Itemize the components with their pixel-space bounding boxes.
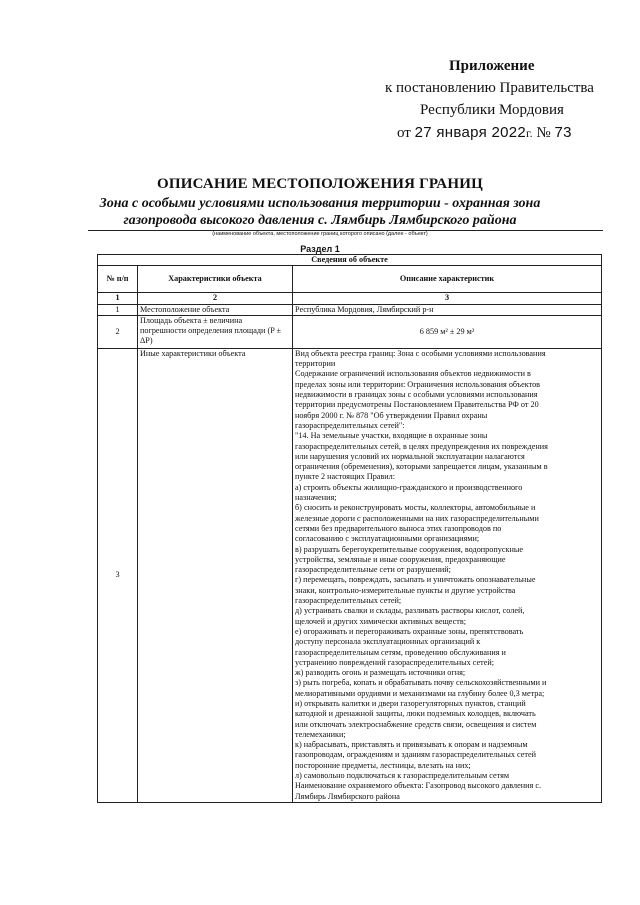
header-index-2: 2	[138, 293, 293, 304]
description-line: газораспределительные сети от разрушений;	[295, 565, 451, 575]
appendix-header	[0, 0, 640, 150]
description-line: ж) разводить огонь и размещать источники огня;	[295, 668, 466, 678]
description-line: знаки, контрольно-измерительные пункты и другие устройства	[295, 585, 516, 595]
description-line: железные дороги с расположенными на них газораспределительными	[295, 513, 539, 523]
table-row	[98, 315, 602, 348]
description-line: газораспределительных сетей, в целях предупреждения их повреждения	[295, 441, 548, 451]
appendix-year-suffix: г.	[526, 126, 533, 140]
description-line: Содержание ограничений использования объектов недвижимости в	[295, 369, 531, 379]
description-line: к) набрасывать, приставлять и привязывать к опорам и надземным	[295, 740, 528, 750]
appendix-line-2: Республики Мордовия	[420, 102, 564, 118]
description-line: газораспределительных сетей;	[295, 596, 402, 606]
description-line: газораспределительных сетей":	[295, 420, 405, 430]
description-line: газораспределительным сетям, проведению обслуживания и	[295, 647, 506, 657]
description-line: назначения;	[295, 493, 337, 503]
description-line: устранению повреждений газораспределительных сетей;	[295, 657, 494, 667]
document-note: (наименование объекта, местоположение границ которого описано (далее - объект)	[212, 231, 428, 237]
header-description: Описание характеристик	[293, 266, 602, 293]
description-line: Вид объекта реестра границ: Зона с особыми условиями использования	[295, 348, 546, 358]
description-line: щелочей и других химически активных веществ;	[295, 616, 466, 626]
row-characteristic: Местоположение объекта	[138, 304, 293, 315]
section-title: Раздел 1	[300, 244, 340, 254]
description-line: пункте 2 настоящих Правил:	[295, 472, 396, 482]
description-line: устройства, земляные и иные сооружения, предохраняющие	[295, 554, 506, 564]
appendix-line-1: к постановлению Правительства	[385, 80, 594, 96]
description-line: катодной и дренажной защиты, люки подземных колодцев, включать	[295, 709, 536, 719]
row-description: 6 859 м² ± 29 м²	[293, 315, 602, 348]
row-description: Республика Мордовия, Лямбирский р-н	[293, 304, 602, 315]
description-line: л) самовольно подключаться к газораспределительным сетям	[295, 771, 510, 781]
header-index-3: 3	[293, 293, 602, 304]
description-line: и) открывать калитки и двери газорегуляторных пунктов, станций	[295, 698, 526, 708]
description-line: или отключать электроснабжение средств связи, освещения и систем	[295, 719, 537, 729]
header-number: № п/п	[98, 266, 138, 293]
description-line: д) устраивать свалки и склады, разливать растворы кислот, солей,	[295, 606, 525, 616]
description-line: Наименование охраняемого объекта: Газопровод высокого давления с.	[295, 781, 542, 791]
row-number: 3	[98, 348, 138, 802]
description-line: з) рыть погреба, копать и обрабатывать почву сельскохозяйственными и	[295, 678, 547, 688]
description-line: газопроводам, ограждениям и зданиям газораспределительных сетей	[295, 750, 536, 760]
object-info-table	[97, 254, 602, 803]
table-row	[98, 348, 602, 802]
row-characteristic: Площадь объекта ± величина погрешности определения площади (P ± ΔP)	[138, 315, 293, 348]
description-line: сетями без предварительного выноса этих газопроводов по	[295, 523, 502, 533]
appendix-line-3	[397, 124, 572, 142]
row-characteristic: Иные характеристики объекта	[138, 348, 293, 802]
description-line: ограничения (обременения), которыми запрещается лицам, указанным в	[295, 462, 548, 472]
description-line: недвижимости в границах зоны с особыми условиями использования	[295, 390, 538, 400]
description-line: б) сносить и реконструировать мосты, коллекторы, автомобильные и	[295, 503, 536, 513]
description-line: а) строить объекты жилищно-гражданского и производственного	[295, 482, 523, 492]
table-row	[98, 304, 602, 315]
row-description-long	[293, 348, 602, 802]
description-line: ноября 2000 г. № 878 "Об утверждении Правил охраны	[295, 410, 488, 420]
document-subtitle-2: газопровода высокого давления с. Лямбирь Лямбирского района	[123, 213, 517, 228]
row-number: 2	[98, 315, 138, 348]
description-line: "14. На земельные участки, входящие в охранные зоны	[295, 431, 488, 441]
document-title: ОПИСАНИЕ МЕСТОПОЛОЖЕНИЯ ГРАНИЦ	[157, 176, 483, 192]
header-index-1: 1	[98, 293, 138, 304]
description-line: г) перемещать, повреждать, засыпать и уничтожать опознавательные	[295, 575, 536, 585]
description-line: е) огораживать и перегораживать охранные зоны, препятствовать	[295, 626, 524, 636]
description-line: согласованию с эксплуатационными организациями;	[295, 534, 480, 544]
table-caption: Сведения об объекте	[98, 255, 602, 266]
description-line: мелиоративными орудиями и механизмами на глубину более 0,3 метра;	[295, 688, 545, 698]
description-line: территории	[295, 359, 336, 369]
appendix-title: Приложение	[449, 58, 535, 74]
header-characteristic: Характеристики объекта	[138, 266, 293, 293]
description-line: территории предусмотрены Постановлением Правительства РФ от 20	[295, 400, 539, 410]
appendix-number: 73	[554, 124, 572, 141]
row-number: 1	[98, 304, 138, 315]
description-line: посторонние предметы, лестницы, влезать на них;	[295, 760, 471, 770]
document-subtitle-1: Зона с особыми условиями использования территории - охранная зона	[99, 196, 541, 211]
appendix-date: 27 января 2022	[414, 124, 527, 141]
appendix-from: от	[397, 125, 411, 141]
description-line: доступу персонала эксплуатационных организаций к	[295, 637, 481, 647]
description-line: телемеханики;	[295, 729, 346, 739]
appendix-number-sign: №	[536, 125, 551, 141]
description-line: Лямбирь Лямбирского района	[295, 791, 400, 801]
description-line: пределах зоны или территории: Ограничения использования объектов	[295, 379, 541, 389]
description-line: или нарушения условий их нормальной эксплуатации налагаются	[295, 451, 525, 461]
description-line: в) разрушать берегоукрепительные сооружения, водопропускные	[295, 544, 523, 554]
